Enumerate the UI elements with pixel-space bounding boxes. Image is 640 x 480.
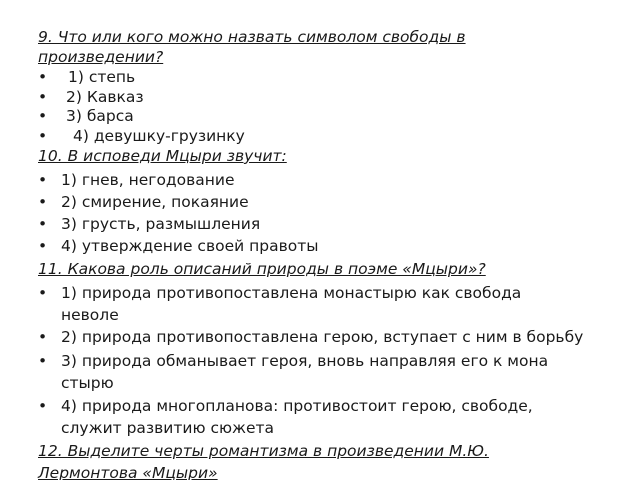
question-11-option-1-line-1: 1) природа противопоставлена монастырю как свобода [61, 284, 522, 302]
question-9-option-1: 1) степь [68, 68, 136, 86]
question-11-option-3-line-2: стырю [61, 374, 114, 392]
question-10-title: 10. В исповеди Мцыри звучит: [38, 147, 287, 165]
bullet: • [38, 68, 48, 86]
bullet: • [38, 193, 48, 211]
question-11-option-4-line-2: служит развитию сюжета [61, 419, 275, 437]
bullet: • [38, 88, 48, 106]
bullet: • [38, 352, 48, 370]
bullet: • [38, 171, 48, 189]
bullet: • [38, 237, 48, 255]
question-10-option-2: 2) смирение, покаяние [61, 193, 249, 211]
question-11-option-1-line-2: неволе [61, 306, 119, 324]
question-11-option-4-line-1: 4) природа многопланова: противостоит герою, свободе, [61, 397, 533, 415]
bullet: • [38, 127, 48, 145]
question-9-option-4: 4) девушку-грузинку [73, 127, 245, 145]
bullet: • [38, 215, 48, 233]
question-11-option-2: 2) природа противопоставлена герою, вступает с ним в борьбу [61, 328, 584, 346]
question-9-title-line-2: произведении? [38, 48, 164, 66]
question-12-title-line-2: Лермонтова «Мцыри» [38, 464, 218, 480]
bullet: • [38, 284, 48, 302]
bullet: • [38, 328, 48, 346]
question-11-option-3-line-1: 3) природа обманывает героя, вновь направляя его к мона [61, 352, 549, 370]
question-10-option-4: 4) утверждение своей правоты [61, 237, 319, 255]
question-9-option-3: 3) барса [66, 107, 134, 125]
question-10-option-1: 1) гнев, негодование [61, 171, 235, 189]
bullet: • [38, 107, 48, 125]
question-10-option-3: 3) грусть, размышления [61, 215, 261, 233]
bullet: • [38, 397, 48, 415]
question-9-title-line-1: 9. Что или кого можно назвать символом свободы в [38, 28, 466, 46]
question-12-title-line-1: 12. Выделите черты романтизма в произведении М.Ю. [38, 442, 489, 460]
question-11-title: 11. Какова роль описаний природы в поэме «Мцыри»? [38, 260, 486, 278]
question-9-option-2: 2) Кавказ [66, 88, 144, 106]
